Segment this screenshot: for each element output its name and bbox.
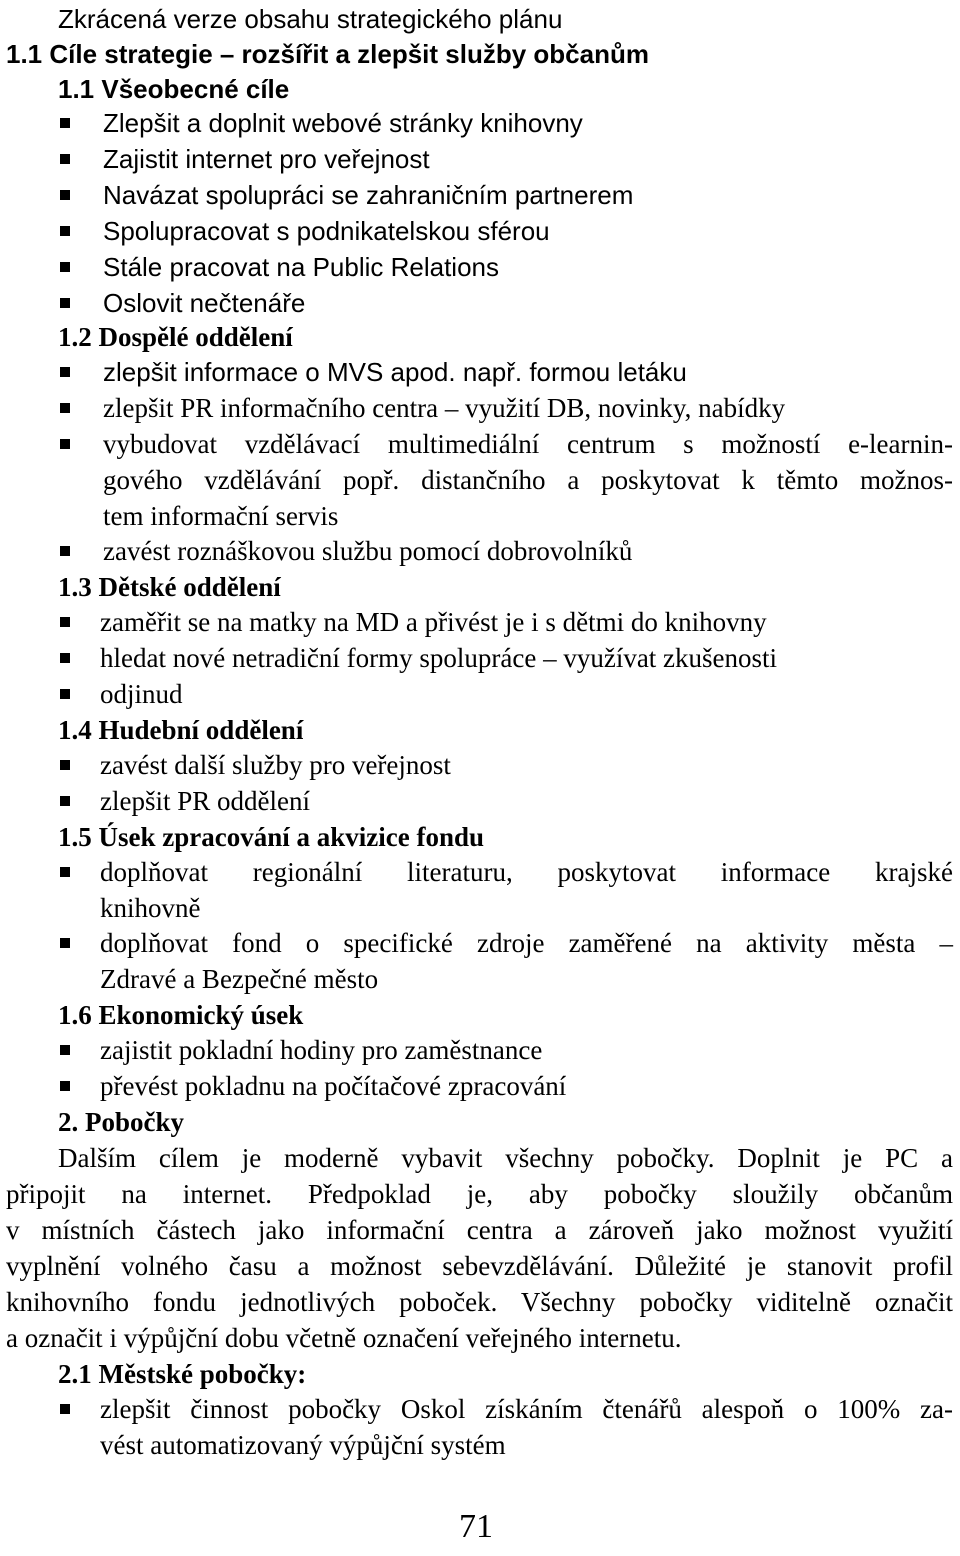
intro-line: Zkrácená verze obsahu strategického plánu <box>58 4 563 34</box>
bullet-icon <box>60 653 70 663</box>
heading-2-1: 2.1 Městské pobočky: <box>58 1359 307 1389</box>
list-item: Zajistit internet pro veřejnost <box>103 144 430 174</box>
list-item: Oslovit nečtenáře <box>103 288 306 318</box>
bullet-icon <box>60 367 70 377</box>
list-item: doplňovat fond o specifické zdroje zaměřené na aktivity města – <box>100 928 953 958</box>
heading-1-3: 1.3 Dětské oddělení <box>58 572 281 602</box>
document-title: 1.1 Cíle strategie – rozšířit a zlepšit služby občanům <box>6 39 649 69</box>
list-item-continuation: knihovně <box>100 893 201 923</box>
bullet-icon <box>60 298 70 308</box>
list-item: zaměřit se na matky na MD a přivést je i s dětmi do knihovny <box>100 607 767 637</box>
heading-1-2: 1.2 Dospělé oddělení <box>58 322 293 352</box>
page-number: 71 <box>459 1508 493 1545</box>
heading-1-5: 1.5 Úsek zpracování a akvizice fondu <box>58 822 485 852</box>
list-item-continuation: gového vzdělávání popř. distančního a poskytovat k těmto možnos- <box>103 465 953 495</box>
paragraph-line: a označit i výpůjční dobu včetně označení veřejného internetu. <box>6 1323 682 1353</box>
bullet-icon <box>60 226 70 236</box>
paragraph-line: Dalším cílem je moderně vybavit všechny pobočky. Doplnit je PC a <box>58 1143 953 1173</box>
list-item: zlepšit činnost pobočky Oskol získáním čtenářů alespoň o 100% za- <box>100 1394 953 1424</box>
bullet-icon <box>60 760 70 770</box>
bullet-icon <box>60 190 70 200</box>
list-item: zavést roznáškovou službu pomocí dobrovolníků <box>103 536 633 566</box>
paragraph-line: v místních částech jako informační centra a zároveň jako možnost využití <box>6 1215 953 1245</box>
list-item: Stále pracovat na Public Relations <box>103 252 500 282</box>
bullet-icon <box>60 262 70 272</box>
bullet-icon <box>60 867 70 877</box>
paragraph-line: připojit na internet. Předpoklad je, aby pobočky sloužily občanům <box>6 1179 953 1209</box>
list-item: zlepšit informace o MVS apod. např. formou letáku <box>103 357 687 387</box>
list-item: doplňovat regionální literaturu, poskytovat informace krajské <box>100 857 953 887</box>
bullet-icon <box>60 118 70 128</box>
bullet-icon <box>60 403 70 413</box>
heading-1-1: 1.1 Všeobecné cíle <box>58 74 290 104</box>
bullet-icon <box>60 796 70 806</box>
bullet-icon <box>60 938 70 948</box>
list-item: Zlepšit a doplnit webové stránky knihovny <box>103 108 583 138</box>
bullet-icon <box>60 154 70 164</box>
bullet-icon <box>60 689 70 699</box>
bullet-icon <box>60 1404 70 1414</box>
list-item-continuation: Zdravé a Bezpečné město <box>100 964 379 994</box>
list-item: Spolupracovat s podnikatelskou sférou <box>103 216 550 246</box>
list-item: vybudovat vzdělávací multimediální centrum s možností e-learnin- <box>103 429 953 459</box>
list-item: Navázat spolupráci se zahraničním partnerem <box>103 180 634 210</box>
bullet-icon <box>60 617 70 627</box>
heading-1-4: 1.4 Hudební oddělení <box>58 715 304 745</box>
list-item: zajistit pokladní hodiny pro zaměstnance <box>100 1035 543 1065</box>
list-item: hledat nové netradiční formy spolupráce – využívat zkušenosti <box>100 643 778 673</box>
list-item: odjinud <box>100 679 183 709</box>
paragraph-line: vyplnění volného času a možnost sebevzdělávání. Důležité je stanovit profil <box>6 1251 953 1281</box>
list-item: zavést další služby pro veřejnost <box>100 750 451 780</box>
bullet-icon <box>60 546 70 556</box>
heading-2: 2. Pobočky <box>58 1107 185 1137</box>
bullet-icon <box>60 439 70 449</box>
bullet-icon <box>60 1045 70 1055</box>
list-item: převést pokladnu na počítačové zpracování <box>100 1071 567 1101</box>
heading-1-6: 1.6 Ekonomický úsek <box>58 1000 304 1030</box>
bullet-icon <box>60 1081 70 1091</box>
list-item-continuation: vést automatizovaný výpůjční systém <box>100 1430 506 1460</box>
list-item-continuation: tem informační servis <box>103 501 339 531</box>
list-item: zlepšit PR oddělení <box>100 786 310 816</box>
paragraph-line: knihovního fondu jednotlivých poboček. Všechny pobočky viditelně označit <box>6 1287 953 1317</box>
list-item: zlepšit PR informačního centra – využití DB, novinky, nabídky <box>103 393 786 423</box>
